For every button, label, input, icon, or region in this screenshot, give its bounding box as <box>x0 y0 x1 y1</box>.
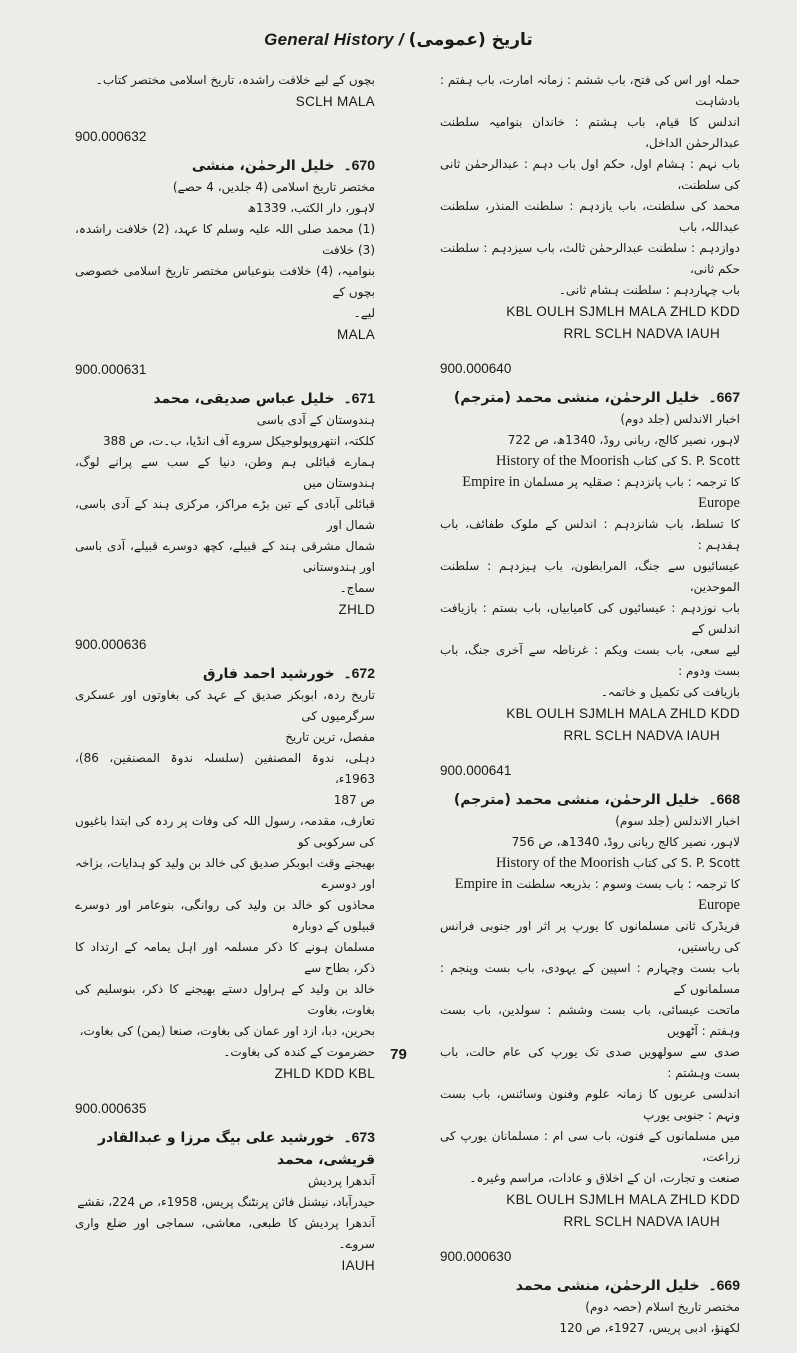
text-line: آندھرا پردیش <box>307 1174 375 1188</box>
imprint: لاہور، نصیر کالج، ربانی روڈ، 1340ھ، ص 722 <box>507 433 740 447</box>
author-name: خلیل الرحمٰن، منشی محمد (مترجم) <box>453 792 700 808</box>
library-codes: ZHLD <box>338 602 375 617</box>
text-line: عیسائیوں سے جنگ، المرابطون، باب ہیزدہم : سلطنت الموحدین، <box>440 559 740 594</box>
text-line: باب بست وچہارم : اسپین کے یہودی، باب بست وپنجم : مسلمانوں کے <box>440 961 740 996</box>
text-line: صدی سے سولھویں صدی تک یورپ کی عام حالت، باب بست وہشتم : <box>440 1045 740 1080</box>
text-line: اندلس کا قیام، باب ہشتم : خاندان بنوامیہ سلطنت عبدالرحمٰن الداخل، <box>440 115 740 150</box>
text-line: شمال مشرقی ہند کے قبیلے، کچھ دوسرے قبیلے، آدی باسی اور ہندوستانی <box>75 539 375 574</box>
text-line: دوازدہم : سلطنت عبدالرحمٰن ثالث، باب سیزدہم : سلطنت حکم ثانی، <box>440 241 740 276</box>
entry-number: 671۔ <box>343 390 375 406</box>
text-line: قبائلی آبادی کے تین بڑے مراکز، مرکزی ہند کے آدی باسی، شمال اور <box>75 497 375 532</box>
text-line: ماتحت عیسائی، باب بست وششم : سولدین، باب بست وہفتم : آٹھویں <box>440 1003 740 1038</box>
text-line: ہمارے قبائلی ہم وطن، دنیا کے سب سے پرانے لوگ، ہندوستان میں <box>75 455 375 490</box>
accession-number: 900.000636 <box>75 637 147 652</box>
running-header <box>0 30 797 50</box>
text-line <box>440 451 740 472</box>
library-codes: ZHLD KDD KBL <box>274 1066 375 1081</box>
text-line: بچوں کے لیے خلافت راشدہ، تاریخ اسلامی مختصر کتاب۔ <box>95 73 375 87</box>
text-line: حضرموت کے کندہ کی بغاوت۔ <box>223 1045 375 1059</box>
right-column <box>440 70 740 1353</box>
text-line: میں مسلمانوں کے فنون، باب سی ام : مسلمانان یورپ کی زراعت، <box>440 1129 740 1164</box>
accession-number: 900.000640 <box>440 361 512 376</box>
text-segment: S. P. Scott کی کتاب <box>633 454 740 468</box>
entry-title <box>75 154 375 177</box>
text-line: مسلمان ہونے کا ذکر مسلمہ اور اہل یمامہ کے ارتداد کا ذکر، بطاح سے <box>75 940 375 975</box>
book-title: اخبار الاندلس (جلد دوم) <box>620 412 740 426</box>
author-name: خلیل الرحمٰن، منشی <box>191 158 335 174</box>
text-line: مفصل، ترین تاریخ <box>285 730 375 744</box>
text-line: لیے سعی، باب بست ویکم : غرناطہ سے آخری جنگ، باب بست ودوم : <box>440 643 740 678</box>
header-urdu: (تاریخ (عمومی <box>408 30 533 50</box>
text-line: حیدرآباد، نیشنل فائن پرنٹنگ پریس، 1958ء، ص 224، نقشے <box>77 1195 375 1209</box>
text-line: بازیافت کی تکمیل و خاتمہ۔ <box>600 685 740 699</box>
entry-number: 669۔ <box>708 1277 740 1293</box>
english-title: History of the Moorish <box>496 453 630 469</box>
entry-continuation <box>75 70 375 113</box>
text-line: فریڈرک ثانی مسلمانوں کا یورپ پر اثر اور جنوبی فرانس کی ریاستیں، <box>440 919 740 954</box>
library-codes: KBL OULH SJMLH MALA ZHLD KDD <box>506 1192 740 1207</box>
book-title: اخبار الاندلس (جلد سوم) <box>615 814 740 828</box>
library-codes: KBL OULH SJMLH MALA ZHLD KDD <box>506 304 740 319</box>
entry-title <box>440 788 740 811</box>
text-line: صنعت و تجارت، ان کے اخلاق و عادات، مراسم وغیرہ۔ <box>469 1171 740 1185</box>
entry-title <box>440 1274 740 1297</box>
text-line: باب چہاردہم : سلطنت ہشام ثانی۔ <box>558 283 740 297</box>
text-line: لیے۔ <box>353 306 375 320</box>
text-line: بنوامیہ، (4) خلافت بنوعباس مختصر تاریخ اسلامی خصوصی بچوں کے <box>75 264 375 299</box>
library-codes: SCLH MALA <box>295 94 375 109</box>
text-line <box>440 472 740 514</box>
entry-continuation <box>440 70 740 345</box>
library-codes: KBL OULH SJMLH MALA ZHLD KDD <box>506 706 740 721</box>
entry-title <box>440 386 740 409</box>
entry-number: 668۔ <box>708 791 740 807</box>
library-codes: IAUH <box>341 1258 375 1273</box>
text-line: کا تسلط، باب شانزدہم : اندلس کے ملوک طفائف، باب ہفدہم : <box>440 517 740 552</box>
entry-673 <box>75 1101 375 1277</box>
left-column <box>75 70 375 1291</box>
text-line: خالد بن ولید کے ہراول دستے بھیجنے کا ذکر، بنوسلیم کی بغاوت، بغاوت <box>75 982 375 1017</box>
text-line: آندھرا پردیش کا طبعی، معاشی، سماجی اور ضلع واری سروے۔ <box>75 1216 375 1251</box>
text-line: بحرین، دبا، ازد اور عمان کی بغاوت، صنعا (یمن) کی بغاوت، <box>79 1024 375 1038</box>
entry-672 <box>75 637 375 1085</box>
entry-title <box>75 387 375 410</box>
text-line: ص 187 <box>333 793 375 807</box>
text-line: محمد کی سلطنت، باب یازدہم : سلطنت المنذر، سلطنت عبداللہ، باب <box>440 199 740 234</box>
entry-669 <box>440 1249 740 1339</box>
entry-number: 667۔ <box>708 389 740 405</box>
text-line: باب نہم : ہشام اول، حکم اول باب دہم : عبدالرحمٰن ثانی کی سلطنت، <box>440 157 740 192</box>
english-title: Empire in Europe <box>462 474 740 511</box>
entry-title <box>75 662 375 685</box>
author-name: خلیل الرحمٰن، منشی محمد <box>515 1278 700 1294</box>
text-line: دہلی، ندوۃ المصنفین (سلسلہ ندوۃ المصنفین، 86)، 1963ء، <box>75 751 375 786</box>
entry-670 <box>75 129 375 346</box>
accession-number: 900.000631 <box>75 362 147 377</box>
text-line: حملہ اور اس کی فتح، باب ششم : زمانہ امارت، باب ہفتم : بادشاہت <box>440 73 740 108</box>
english-title: History of the Moorish <box>496 855 630 871</box>
author-name: خورشید احمد فارق <box>202 666 335 682</box>
text-line: تعارف، مقدمہ، رسول اللہ کی وفات پر ردہ کی ابتدا باغیوں کی سرکوبی کو <box>75 814 375 849</box>
library-codes: RRL SCLH NADVA IAUH <box>563 326 720 341</box>
entry-number: 673۔ <box>343 1129 375 1145</box>
entry-number: 672۔ <box>343 665 375 681</box>
text-line: کلکتہ، انتھروپولوجیکل سروے آف انڈیا، ب۔ت، ص 388 <box>103 434 375 448</box>
imprint: لکھنؤ، ادبی پریس، 1927ء، ص 120 <box>559 1321 740 1335</box>
entry-667 <box>440 361 740 747</box>
author-name: خلیل الرحمٰن، منشی محمد (مترجم) <box>453 390 700 406</box>
entry-671 <box>75 362 375 621</box>
text-line: اندلسی عربوں کا زمانہ علوم وفنون وسائنس، باب بست ونہم : جنوبی یورپ <box>440 1087 740 1122</box>
accession-number: 900.000641 <box>440 763 512 778</box>
english-title: Empire in Europe <box>454 876 740 913</box>
text-line: (1) محمد صلی اللہ علیہ وسلم کا عہد، (2) خلافت راشدہ، (3) خلافت <box>75 222 375 257</box>
header-english: General History / <box>264 30 404 49</box>
accession-number: 900.000630 <box>440 1249 512 1264</box>
text-line: محاذوں کو خالد بن ولید کی روانگی، بنوعامر اور دوسرے قبیلوں کے دوبارہ <box>75 898 375 933</box>
text-line: تاریخ ردہ، ابوبکر صدیق کے عہد کی بغاوتوں اور عسکری سرگرمیوں کی <box>75 688 375 723</box>
text-line <box>440 874 740 916</box>
imprint: لاہور، نصیر کالج ربانی روڈ، 1340ھ، ص 756 <box>511 835 740 849</box>
text-segment: کا ترجمہ : باب پانزدہم : صقلیہ پر مسلمان <box>523 475 740 489</box>
page-number: 79 <box>390 1046 407 1063</box>
entry-number: 670۔ <box>343 157 375 173</box>
book-title: مختصر تاریخ اسلام (حصہ دوم) <box>585 1300 740 1314</box>
entry-title <box>75 1126 375 1171</box>
library-codes: RRL SCLH NADVA IAUH <box>563 1214 720 1229</box>
library-codes: MALA <box>337 327 375 342</box>
entry-668 <box>440 763 740 1233</box>
library-codes: RRL SCLH NADVA IAUH <box>563 728 720 743</box>
text-line: لاہور، دار الکتب، 1339ھ <box>247 201 375 215</box>
text-line: ہندوستان کے آدی باسی <box>256 413 375 427</box>
text-line <box>440 853 740 874</box>
text-line: سماج۔ <box>339 581 375 595</box>
accession-number: 900.000635 <box>75 1101 147 1116</box>
text-line: مختصر تاریخ اسلامی (4 جلدیں، 4 حصے) <box>172 180 375 194</box>
text-segment: S. P. Scott کی کتاب <box>633 856 740 870</box>
text-segment: کا ترجمہ : باب بست وسوم : بذریعہ سلطنت <box>516 877 740 891</box>
author-name: خلیل عباس صدیقی، محمد <box>153 391 335 407</box>
author-name: خورشید علی بیگ مرزا و عبدالقادر قریشی، محمد <box>98 1130 375 1168</box>
text-line: باب نوزدہم : عیسائیوں کی کامیابیاں، باب بستم : بازیافت اندلس کے <box>440 601 740 636</box>
accession-number: 900.000632 <box>75 129 147 144</box>
text-line: بھیجتے وقت ابوبکر صدیق کی خالد بن ولید کو ہدایات، بزاخہ اور دوسرے <box>75 856 375 891</box>
